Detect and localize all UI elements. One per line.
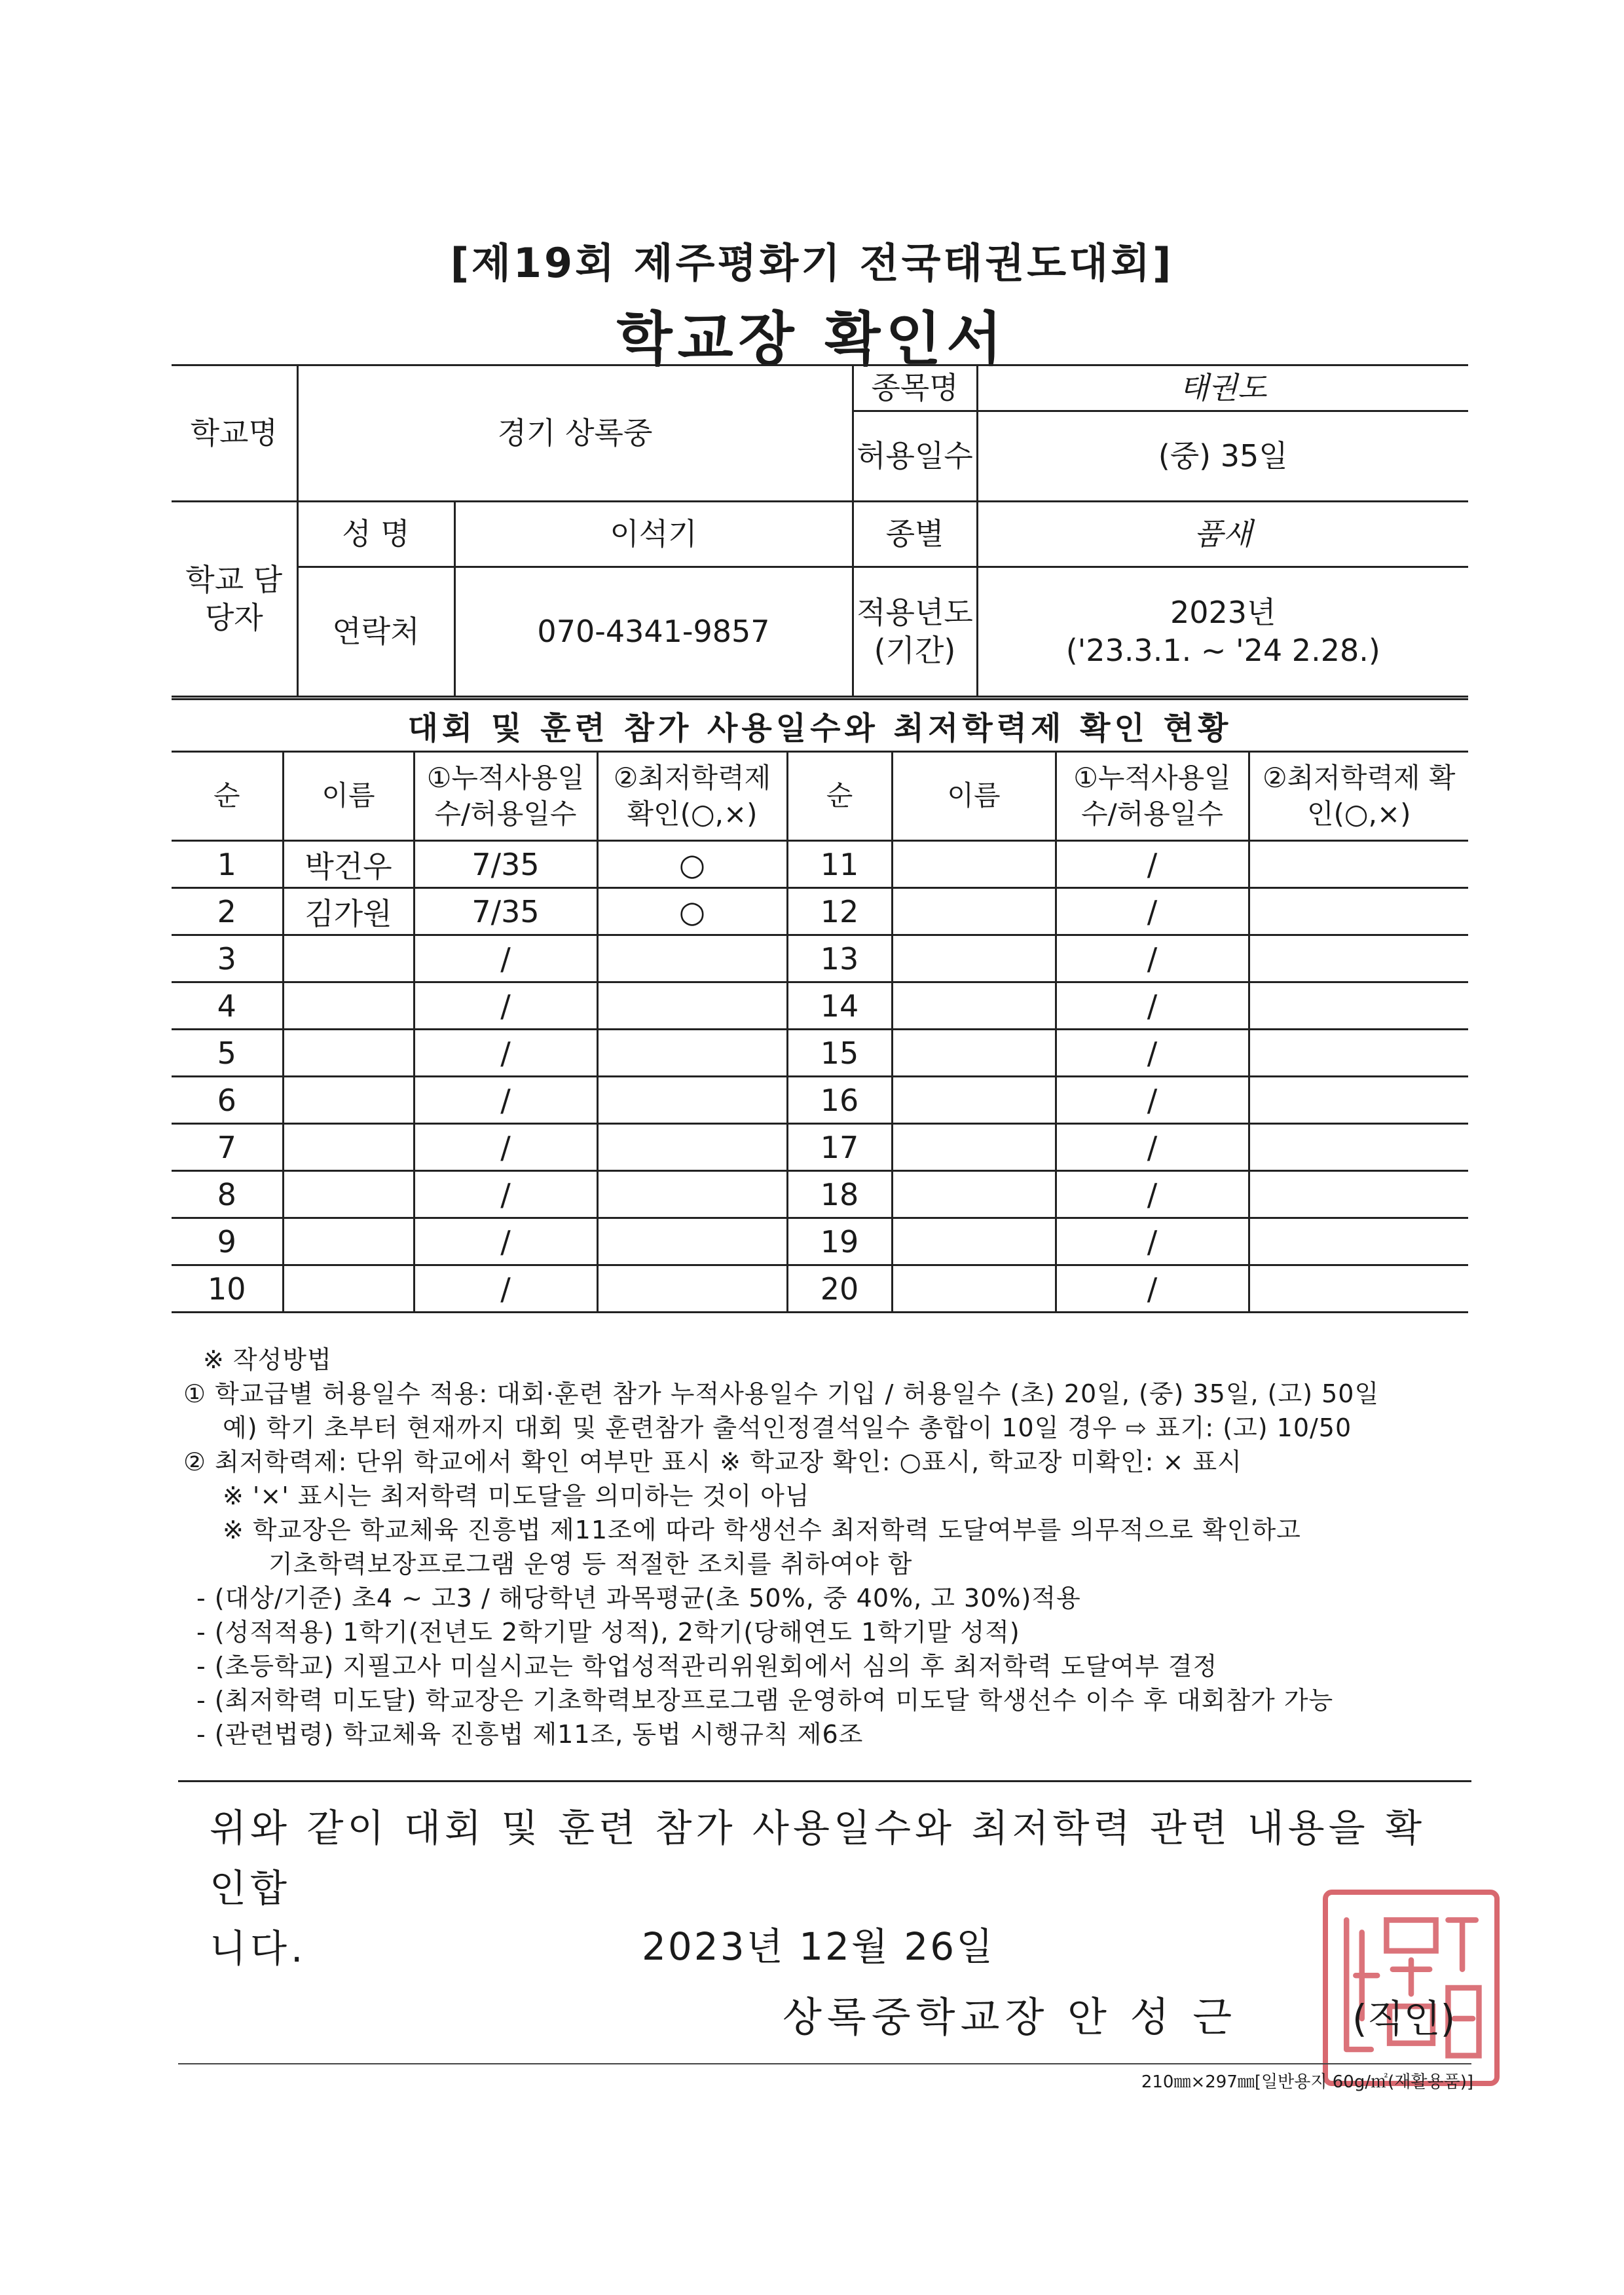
notes: [183, 1343, 1480, 1751]
academic-check-left: [597, 982, 787, 1030]
note-line: - (최저학력 미도달) 학교장은 기초학력보장프로그램 운영하여 미도달 학생선수 이수 후 대회참가 가능: [196, 1686, 1334, 1715]
name-value: 이석기: [454, 502, 853, 567]
days-used-left: /: [414, 1124, 597, 1171]
table-row: [172, 1030, 1468, 1077]
row-number-left: 7: [172, 1124, 283, 1171]
academic-check-left: [597, 1030, 787, 1077]
days-used-right: /: [1056, 1124, 1249, 1171]
period-label: 적용년도 (기간): [853, 567, 977, 697]
confirmation-line-1: 위와 같이 대회 및 훈련 참가 사용일수와 최저학력 관련 내용을 확인합: [210, 1806, 1426, 1911]
student-name-right: [892, 1124, 1056, 1171]
student-name-left: [283, 982, 414, 1030]
category-label: 종별: [853, 502, 977, 567]
note-line: ※ '×' 표시는 최저학력 미도달을 의미하는 것이 아님: [223, 1482, 810, 1510]
student-name-left: [283, 1030, 414, 1077]
academic-check-left: [597, 1171, 787, 1218]
confirmation-date: 2023년 12월 26일: [642, 1924, 995, 1969]
document-title: 학교장 확인서: [616, 305, 1008, 373]
table-row: [172, 1171, 1468, 1218]
student-name-right: [892, 888, 1056, 935]
academic-check-left: [597, 1077, 787, 1124]
table-row: [172, 1265, 1468, 1313]
academic-check-left: [597, 1218, 787, 1265]
section-title: 대회 및 훈련 참가 사용일수와 최저학력제 확인 현황: [172, 698, 1468, 751]
row-number-left: 8: [172, 1171, 283, 1218]
row-number-left: 9: [172, 1218, 283, 1265]
academic-check-right: [1249, 888, 1468, 935]
row-number-right: 19: [787, 1218, 892, 1265]
row-number-right: 11: [787, 841, 892, 888]
row-number-left: 2: [172, 888, 283, 935]
days-used-left: /: [414, 982, 597, 1030]
name-label: 성 명: [297, 502, 454, 567]
academic-check-left: ○: [597, 888, 787, 935]
seal-mark: (직인): [1352, 1996, 1456, 2041]
bottom-rule: [178, 2063, 1471, 2064]
header-days-left: ①누적사용일수/허용일수: [414, 752, 597, 841]
academic-check-right: [1249, 1124, 1468, 1171]
row-number-right: 12: [787, 888, 892, 935]
event-label: 종목명: [853, 365, 977, 411]
row-number-right: 13: [787, 935, 892, 982]
days-used-right: /: [1056, 1077, 1249, 1124]
table-row: [172, 1218, 1468, 1265]
school-name-value: 경기 상록중: [297, 365, 853, 502]
note-line: ① 학교급별 허용일수 적용: 대회·훈련 참가 누적사용일수 기입 / 허용일수 (초) 20일, (중) 35일, (고) 50일: [183, 1379, 1380, 1408]
student-name-left: [283, 1218, 414, 1265]
document-subtitle: [제19회 제주평화기 전국태권도대회]: [450, 239, 1174, 287]
note-line: 기초학력보장프로그램 운영 등 적절한 조치를 취하여야 함: [268, 1550, 913, 1578]
academic-check-right: [1249, 1265, 1468, 1313]
table-row: [172, 935, 1468, 982]
table-row: [172, 1077, 1468, 1124]
days-used-right: /: [1056, 841, 1249, 888]
row-number-right: 20: [787, 1265, 892, 1313]
student-name-left: 박건우: [283, 841, 414, 888]
student-name-left: [283, 1077, 414, 1124]
notes-heading: ※ 작성방법: [203, 1345, 332, 1374]
academic-check-left: [597, 935, 787, 982]
note-line: 예) 학기 초부터 현재까지 대회 및 훈련참가 출석인정결석일수 총합이 10일 경우 ⇨ 표기: (고) 10/50: [223, 1413, 1352, 1442]
days-used-left: 7/35: [414, 841, 597, 888]
days-used-right: /: [1056, 1218, 1249, 1265]
student-name-right: [892, 982, 1056, 1030]
table-row: [172, 888, 1468, 935]
academic-check-right: [1249, 935, 1468, 982]
academic-check-right: [1249, 1171, 1468, 1218]
period-range: ('23.3.1. ~ '24 2.28.): [1065, 632, 1380, 668]
row-number-right: 17: [787, 1124, 892, 1171]
days-used-left: /: [414, 935, 597, 982]
school-info-table: [172, 364, 1468, 698]
header-no-left: 순: [172, 752, 283, 841]
row-number-left: 10: [172, 1265, 283, 1313]
header-check-right: ②최저학력제 확인(○,×): [1249, 752, 1468, 841]
student-name-left: 김가원: [283, 888, 414, 935]
category-value: 품새: [977, 502, 1468, 567]
period-year: 2023년: [1170, 595, 1276, 630]
note-line: - (대상/기준) 초4 ~ 고3 / 해당학년 과목평균(초 50%, 중 40%, 고 30%)적용: [196, 1584, 1081, 1613]
student-name-right: [892, 1030, 1056, 1077]
divider: [178, 1780, 1471, 1782]
row-number-left: 1: [172, 841, 283, 888]
allowed-days-value: (중) 35일: [977, 411, 1468, 502]
confirmation-line-2: 니다.: [210, 1926, 307, 1971]
table-row: [172, 1124, 1468, 1171]
header-no-right: 순: [787, 752, 892, 841]
days-used-left: /: [414, 1218, 597, 1265]
header-name-left: 이름: [283, 752, 414, 841]
student-name-right: [892, 1077, 1056, 1124]
note-line: - (관련법령) 학교체육 진흥법 제11조, 동법 시행규칙 제6조: [196, 1720, 864, 1749]
academic-check-right: [1249, 1218, 1468, 1265]
academic-check-left: [597, 1124, 787, 1171]
note-line: ※ 학교장은 학교체육 진흥법 제11조에 따라 학생선수 최저학력 도달여부를 의무적으로 확인하고: [223, 1516, 1301, 1544]
academic-check-right: [1249, 1077, 1468, 1124]
days-used-left: 7/35: [414, 888, 597, 935]
days-used-right: /: [1056, 1030, 1249, 1077]
days-used-left: /: [414, 1171, 597, 1218]
note-line: - (성적적용) 1학기(전년도 2학기말 성적), 2학기(당해연도 1학기말 성적): [196, 1618, 1020, 1647]
days-used-right: /: [1056, 1265, 1249, 1313]
days-used-right: /: [1056, 935, 1249, 982]
event-value: 태권도: [977, 365, 1468, 411]
roster-table: [172, 751, 1468, 1313]
academic-check-right: [1249, 982, 1468, 1030]
student-name-right: [892, 1218, 1056, 1265]
days-used-right: /: [1056, 888, 1249, 935]
roster-body: [172, 841, 1468, 1313]
manager-label: 학교 담당자: [172, 502, 297, 697]
academic-check-right: [1249, 1030, 1468, 1077]
row-number-right: 16: [787, 1077, 892, 1124]
student-name-right: [892, 841, 1056, 888]
row-number-right: 15: [787, 1030, 892, 1077]
days-used-right: /: [1056, 982, 1249, 1030]
table-row: [172, 841, 1468, 888]
note-line: ② 최저학력제: 단위 학교에서 확인 여부만 표시 ※ 학교장 확인: ○표시, 학교장 미확인: × 표시: [183, 1447, 1242, 1476]
academic-check-left: ○: [597, 841, 787, 888]
signer: 상록중학교장 안 성 근: [783, 1993, 1238, 2041]
row-number-left: 5: [172, 1030, 283, 1077]
academic-check-left: [597, 1265, 787, 1313]
student-name-left: [283, 935, 414, 982]
student-name-right: [892, 1265, 1056, 1313]
note-line: - (초등학교) 지필고사 미실시교는 학업성적관리위원회에서 심의 후 최저학력 도달여부 결정: [196, 1652, 1218, 1681]
days-used-left: /: [414, 1030, 597, 1077]
header-name-right: 이름: [892, 752, 1056, 841]
student-name-left: [283, 1265, 414, 1313]
days-used-left: /: [414, 1077, 597, 1124]
row-number-right: 18: [787, 1171, 892, 1218]
days-used-right: /: [1056, 1171, 1249, 1218]
row-number-left: 6: [172, 1077, 283, 1124]
days-used-left: /: [414, 1265, 597, 1313]
row-number-right: 14: [787, 982, 892, 1030]
student-name-left: [283, 1124, 414, 1171]
row-number-left: 3: [172, 935, 283, 982]
period-value: [977, 567, 1468, 697]
header-days-right: ①누적사용일수/허용일수: [1056, 752, 1249, 841]
row-number-left: 4: [172, 982, 283, 1030]
student-name-left: [283, 1171, 414, 1218]
contact-value: 070-4341-9857: [454, 567, 853, 697]
student-name-right: [892, 1171, 1056, 1218]
student-name-right: [892, 935, 1056, 982]
contact-label: 연락처: [297, 567, 454, 697]
header-check-left: ②최저학력제 확인(○,×): [597, 752, 787, 841]
allowed-days-label: 허용일수: [853, 411, 977, 502]
academic-check-right: [1249, 841, 1468, 888]
school-name-label: 학교명: [172, 365, 297, 502]
paper-spec: 210㎜×297㎜[일반용지 60g/㎡(재활용품)]: [1141, 2072, 1473, 2092]
table-row: [172, 982, 1468, 1030]
